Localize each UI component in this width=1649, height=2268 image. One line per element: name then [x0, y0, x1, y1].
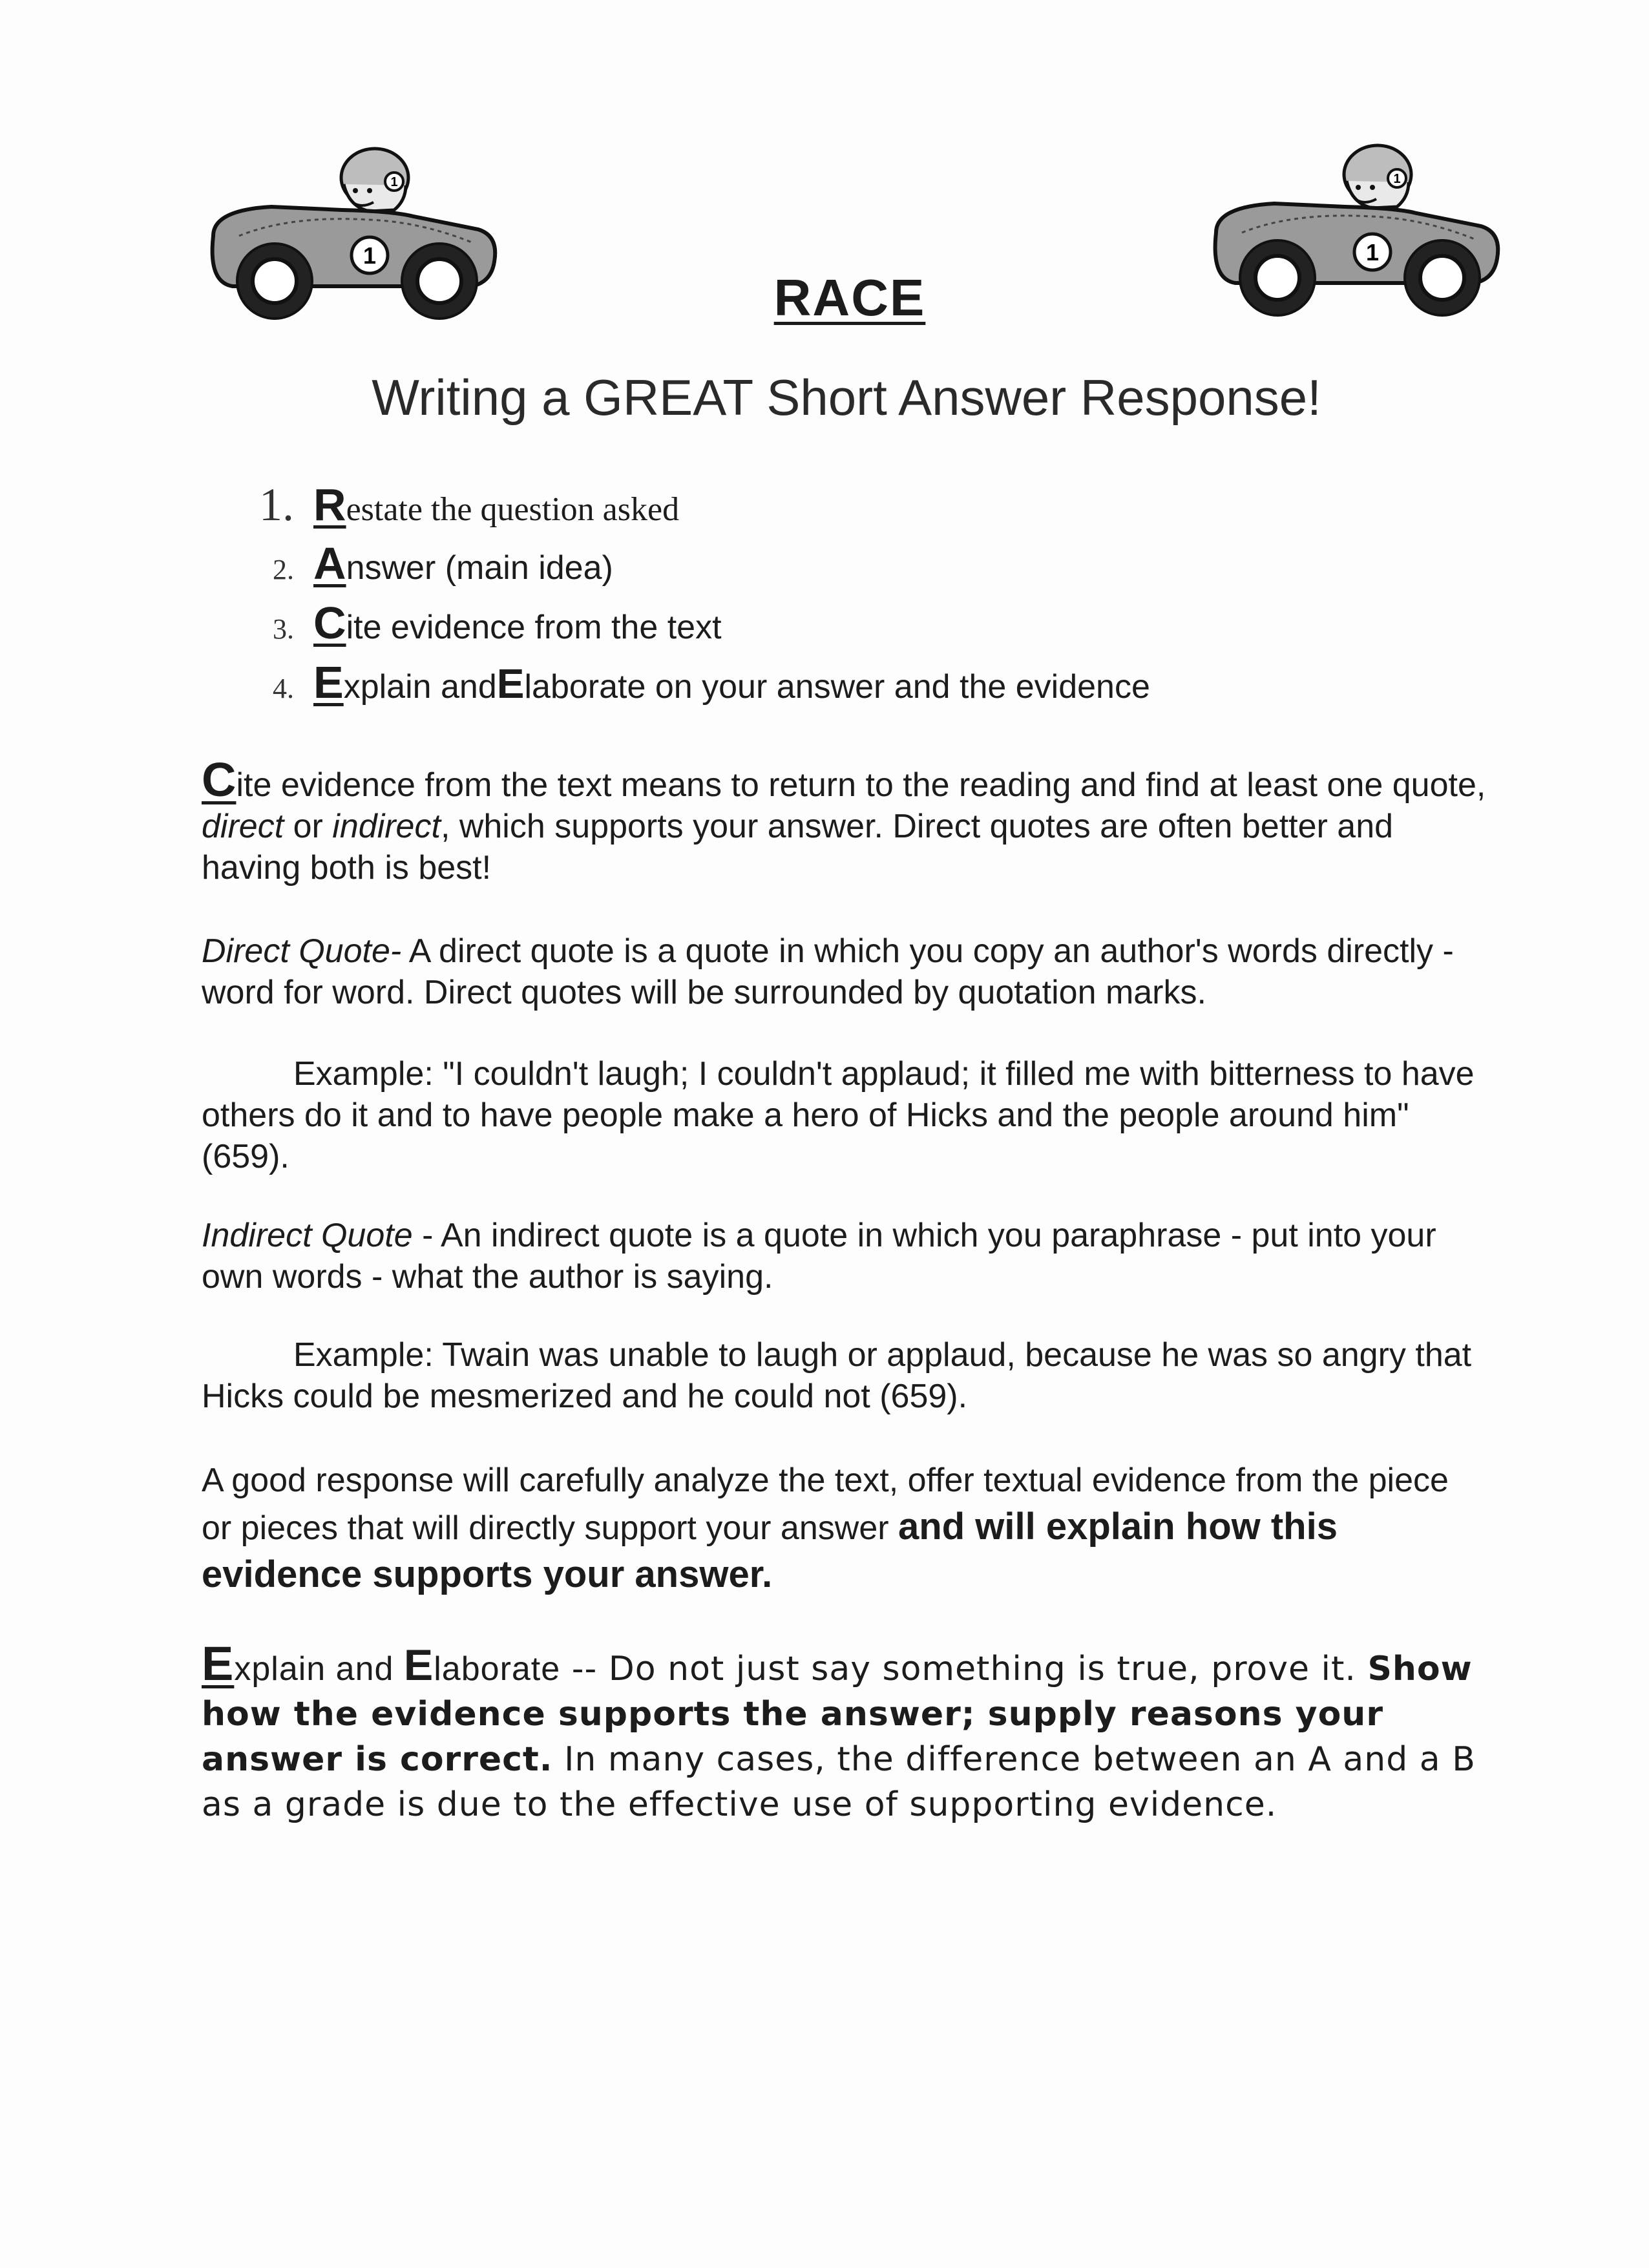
svg-text:1: 1	[362, 242, 377, 269]
list-item	[249, 597, 1347, 656]
example-label: Example:	[293, 1336, 434, 1374]
example-text: "I couldn't laugh; I couldn't applaud; it filled me with bitterness to have others do it and to have people make a hero of Hicks and the people around him" (659).	[202, 1055, 1475, 1175]
page-title: RACE	[773, 269, 926, 326]
good-response-text: A good response will carefully analyze the text, offer textual evidence from the piece or pieces that will directly support your answer	[202, 1462, 1449, 1547]
explain-letter: E	[202, 1637, 235, 1690]
step-letter: A	[313, 538, 346, 589]
list-item	[249, 656, 1347, 716]
step-text: estate the question asked	[346, 491, 680, 528]
elaborate-letter: E	[403, 1641, 434, 1690]
svg-text:1: 1	[390, 175, 398, 189]
good-response-bold: and will explain how this evidence supports your answer.	[202, 1506, 1338, 1595]
step-text: nswer (main idea)	[346, 549, 613, 587]
step-letter: R	[313, 479, 346, 530]
step-letter: C	[313, 598, 346, 648]
direct-quote-paragraph	[202, 930, 1487, 1013]
race-car-left-illustration	[200, 139, 504, 333]
example-label: Example:	[293, 1055, 434, 1093]
step-letter-secondary: E	[496, 660, 525, 707]
step-text-secondary: laborate on your answer and the evidence	[524, 668, 1150, 706]
direct-quote-example	[202, 1053, 1487, 1177]
step-number: 1.	[259, 479, 294, 530]
step-text: ite evidence from the text	[346, 609, 722, 646]
direct-quote-label: Direct Quote-	[202, 932, 402, 970]
direct-quote-text: A direct quote is a quote in which you copy an author's words directly - word for word. Direct quotes will be surrounded by quotation marks.	[202, 932, 1454, 1011]
cite-text-2: , which supports your answer. Direct quotes are often better and having both is best!	[202, 808, 1394, 887]
explain-word: xplain and	[234, 1650, 404, 1688]
indirect-quote-label: Indirect Quote	[202, 1217, 413, 1254]
explain-text-1: -- Do not just say something is true, prove it.	[560, 1650, 1368, 1688]
step-number: 2.	[273, 554, 294, 585]
step-text: xplain and	[343, 668, 497, 706]
cite-letter: C	[202, 753, 236, 806]
indirect-quote-paragraph	[202, 1215, 1487, 1297]
step-number: 4.	[273, 673, 294, 704]
cite-or: or	[284, 808, 333, 845]
cite-evidence-paragraph	[202, 753, 1487, 888]
indirect-quote-text: - An indirect quote is a quote in which you paraphrase - put into your own words - what the author is saying.	[202, 1217, 1436, 1296]
list-item	[249, 538, 1347, 597]
cite-indirect-word: indirect	[332, 808, 441, 845]
race-car-right-illustration	[1203, 136, 1507, 330]
good-response-paragraph	[202, 1457, 1487, 1599]
example-text: Twain was unable to laugh or applaud, because he was so angry that Hicks could be mesmerized and he could not (659).	[202, 1336, 1472, 1415]
list-item	[249, 478, 1347, 538]
step-letter: E	[313, 657, 344, 708]
step-number: 3.	[273, 613, 294, 645]
indirect-quote-example	[202, 1334, 1487, 1417]
svg-text:1: 1	[1365, 239, 1380, 266]
explain-elaborate-paragraph	[202, 1637, 1487, 1827]
cite-text-1: ite evidence from the text means to return to the reading and find at least one quote,	[236, 766, 1486, 804]
cite-direct-word: direct	[202, 808, 284, 845]
svg-text:1: 1	[1393, 172, 1401, 186]
explain-text-2: In many cases, the difference between an A and a B as a grade is due to the effective use of supporting evidence.	[202, 1740, 1476, 1824]
explain-bold: Show how the evidence supports the answer; supply reasons your answer is correct.	[202, 1650, 1473, 1779]
page-subtitle: Writing a GREAT Short Answer Response!	[372, 369, 1321, 426]
elaborate-word: laborate	[434, 1650, 561, 1688]
race-steps-list	[249, 478, 1347, 716]
